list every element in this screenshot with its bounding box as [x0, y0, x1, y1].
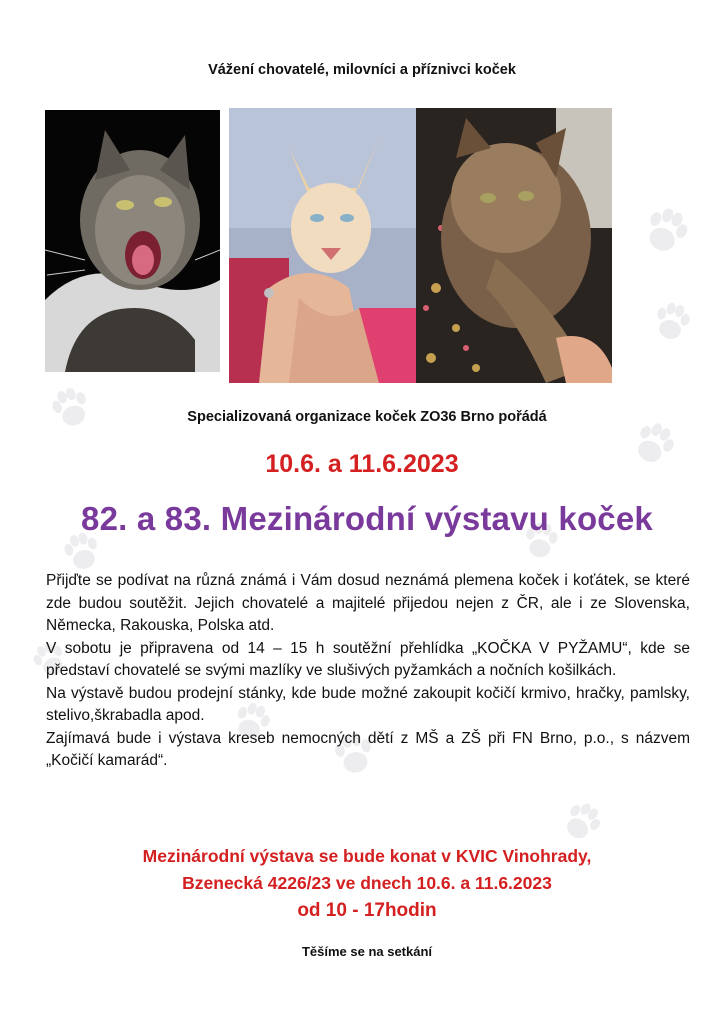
paragraph-intro: Přijďte se podívat na různá známá i Vám dosud neznámá plemena koček i koťátek, se které zde budou soutěžit. Jejich chovatelé a majitelé přijedou nejen z ČR, ale i ze Slovenska, Německa, Rakouska, Polska atd.: [46, 572, 690, 634]
paragraph-drawings: Zajímavá bude i výstava kreseb nemocných dětí z MŠ a ZŠ při FN Brno, p.o., s názvem „Kočičí kamarád“.: [46, 729, 690, 769]
opening-hours: od 10 - 17hodin: [297, 900, 437, 921]
venue-line-1: Mezinárodní výstava se bude konat v KVIC Vinohrady,: [142, 846, 592, 866]
event-dates: 10.6. a 11.6.2023: [265, 450, 459, 478]
photo-tabby-cat: [416, 108, 612, 383]
venue-line-2: Bzenecká 4226/23 ve dnech 10.6. a 11.6.2023: [182, 873, 552, 893]
paragraph-stalls: Na výstavě budou prodejní stánky, kde bude možné zakoupit kočičí krmivo, hračky, pamlsky, stelivo,škrabadla apod.: [46, 684, 690, 724]
closing-line: Těšíme se na setkání: [301, 944, 433, 959]
description: [46, 570, 690, 773]
paw-print-icon: [631, 196, 700, 265]
paw-print-icon: [42, 379, 101, 438]
venue-info: [0, 843, 724, 924]
paragraph-pajama-show: V sobotu je připravena od 14 – 15 h soutěžní přehlídka „KOČKA V PYŽAMU“, kde se představí chovatelé se svými mazlíky ve slušivých pyžamkách a nočních košilkách.: [46, 639, 690, 679]
greeting: Vážení chovatelé, milovníci a příznivci koček: [208, 62, 516, 78]
photo-hissing-cat: [45, 110, 220, 372]
paw-print-icon: [645, 295, 699, 349]
photo-cream-cat: [229, 108, 416, 383]
headline: 82. a 83. Mezinárodní výstavu koček: [81, 500, 653, 537]
organizer-line: Specializovaná organizace koček ZO36 Brno pořádá: [187, 409, 547, 425]
